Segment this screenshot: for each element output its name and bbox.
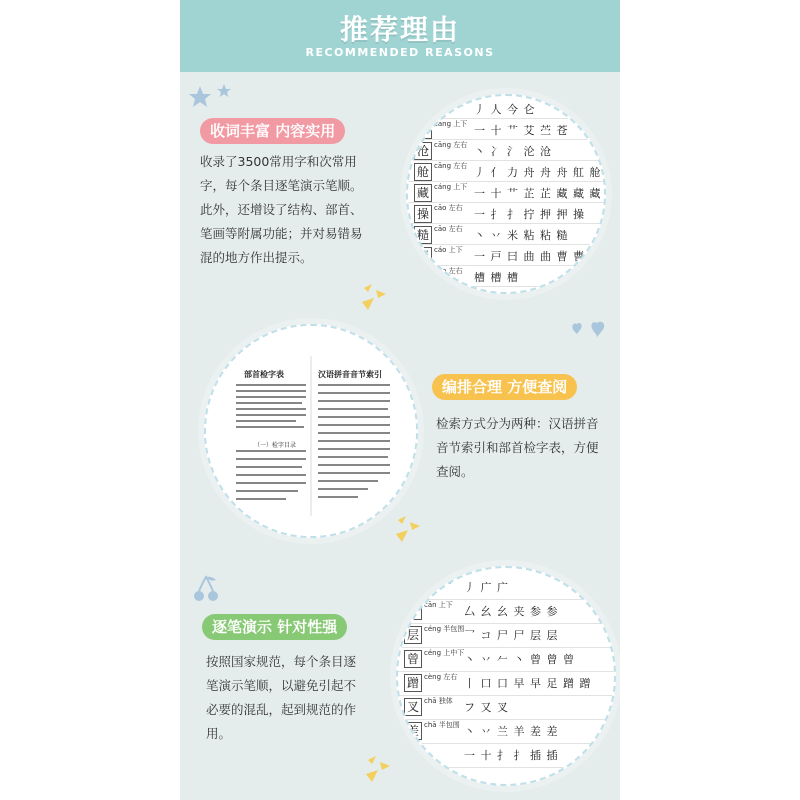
section2-badge: 编排合理 方便查阅 — [432, 374, 577, 400]
dictionary-row — [408, 119, 606, 140]
index-text-line — [236, 396, 306, 398]
index-text-line — [236, 458, 306, 460]
index-text-line — [318, 400, 390, 402]
index-text-line — [236, 450, 306, 452]
index-text-line — [236, 384, 306, 386]
dictionary-char: 沧 — [414, 142, 432, 160]
dictionary-char: 槽 — [414, 268, 432, 286]
index-text-line — [318, 456, 388, 458]
index-sample-circle — [204, 324, 418, 538]
dictionary-strokes: 丶 丷 米 粘 粘 糙 — [474, 229, 569, 242]
dictionary-pinyin: cèng 左右 — [424, 673, 458, 681]
index-text-line — [236, 474, 306, 476]
index-text-line — [318, 472, 390, 474]
dictionary-sample-circle-2 — [396, 566, 616, 786]
section1-badge: 收词丰富 内容实用 — [200, 118, 345, 144]
dictionary-char: 操 — [414, 205, 432, 223]
dictionary-row — [408, 161, 606, 182]
dictionary-strokes: 丨 口 口 早 早 足 蹭 蹭 — [464, 677, 592, 690]
header-title: 推荐理由 — [339, 13, 460, 46]
dictionary-row — [398, 576, 616, 600]
index-text-line — [236, 482, 306, 484]
dictionary-strokes: 槽 槽 槽 — [474, 271, 519, 284]
dictionary-strokes: 一 十 扌 扌 插 插 — [464, 749, 559, 762]
dictionary-char: 叉 — [404, 698, 422, 716]
section1-text: 收录了3500常用字和次常用字，每个条目逐笔演示笔顺。此外，还增设了结构、部首、笔画等附属功能；并对易错易混的地方作出提示。 — [200, 154, 363, 265]
dictionary-char: 苍 — [414, 121, 432, 139]
sparkle-icon — [362, 752, 398, 792]
dictionary-pinyin: chā 半包围 — [424, 721, 460, 729]
index-text-line — [318, 408, 388, 410]
dictionary-row — [398, 648, 616, 672]
index-text-line — [236, 408, 306, 410]
index-text-line — [318, 496, 358, 498]
index-text-line — [318, 488, 368, 490]
section3-text: 按照国家规范，每个条目逐笔演示笔顺，以避免引起不必要的混乱，起到规范的作用。 — [206, 654, 357, 741]
dictionary-rows-1 — [408, 96, 604, 292]
index-text-line — [236, 466, 302, 468]
dictionary-strokes: 一 十 艹 艾 苎 苍 — [474, 124, 569, 137]
dictionary-row — [408, 266, 606, 287]
dictionary-pinyin: cāng 上下 — [434, 120, 468, 128]
index-text-line — [236, 498, 286, 500]
dictionary-char: 差 — [404, 722, 422, 740]
dictionary-strokes: 乛 コ 尸 尸 层 层 — [464, 629, 559, 642]
dictionary-char: 参 — [404, 602, 422, 620]
dictionary-char: 糙 — [414, 226, 432, 244]
dictionary-row — [398, 720, 616, 744]
dictionary-pinyin: chā 独体 — [424, 697, 453, 705]
dictionary-sample-circle-1 — [406, 94, 606, 294]
dictionary-strokes: 丶 冫 氵 沦 沧 — [474, 145, 552, 158]
index-title-left: 部首检字表 — [244, 369, 284, 379]
dictionary-pinyin: cáo 左右 — [434, 267, 463, 275]
index-pages — [206, 326, 416, 536]
index-text-line — [318, 392, 390, 394]
index-text-line — [236, 414, 306, 416]
index-text-line — [318, 424, 390, 426]
header-subtitle: RECOMMENDED REASONS — [305, 46, 495, 59]
dictionary-strokes: 一 戸 曰 曲 曲 曹 曹 — [474, 250, 585, 263]
star-icon — [186, 82, 234, 118]
index-text-line — [236, 390, 306, 392]
index-title-right: 汉语拼音音节索引 — [318, 369, 382, 379]
dictionary-pinyin: cāng 上下 — [434, 99, 468, 107]
heart-icon — [566, 318, 612, 344]
dictionary-pinyin: cāng 左右 — [434, 141, 468, 149]
dictionary-char: 藏 — [414, 184, 432, 202]
header-band — [180, 0, 620, 72]
dictionary-row — [398, 624, 616, 648]
index-text-line — [318, 440, 390, 442]
dictionary-row — [408, 98, 606, 119]
dictionary-pinyin: céng 半包围 — [424, 625, 465, 633]
index-subtitle: （一）检字目录 — [254, 442, 297, 449]
dictionary-row — [398, 744, 616, 768]
dictionary-strokes: 丶 丷 兰 羊 差 差 — [464, 725, 559, 738]
dictionary-strokes: 丿 广 广 — [464, 581, 509, 594]
dictionary-strokes: 厶 幺 幺 夹 参 参 — [464, 605, 559, 618]
dictionary-pinyin: 竹部 上下 — [424, 577, 455, 585]
dictionary-pinyin: cáo 上下 — [434, 246, 463, 254]
index-text-line — [318, 464, 390, 466]
dictionary-strokes: 丿 亻 力 舟 舟 舟 舡 舱 — [474, 166, 602, 179]
dictionary-row — [408, 140, 606, 161]
index-text-line — [318, 416, 390, 418]
dictionary-char: 蹭 — [404, 674, 422, 692]
sparkle-icon — [392, 512, 428, 552]
cherry-icon — [190, 574, 224, 604]
dictionary-strokes: 一 扌 扌 拧 押 押 操 — [474, 208, 585, 221]
index-text-line — [236, 420, 296, 422]
dictionary-strokes: フ 又 叉 — [464, 701, 509, 714]
dictionary-pinyin: cáng 上下 — [434, 183, 468, 191]
dictionary-char: 曾 — [404, 650, 422, 668]
index-text-line — [318, 480, 378, 482]
dictionary-row — [408, 224, 606, 245]
section3-badge: 逐笔演示 针对性强 — [202, 614, 347, 640]
sparkle-icon — [358, 280, 394, 320]
dictionary-strokes: 丶 丷 𠂉 丶 曾 曾 曾 — [464, 653, 575, 666]
dictionary-row — [408, 182, 606, 203]
product-panel — [180, 0, 620, 800]
dictionary-strokes: 一 十 艹 芷 芷 藏 藏 藏 — [474, 187, 602, 200]
dictionary-pinyin: cāo 左右 — [434, 225, 463, 233]
dictionary-char: 曹 — [414, 247, 432, 265]
dictionary-pinyin: cāo 左右 — [434, 204, 463, 212]
index-text-line — [318, 432, 390, 434]
dictionary-row — [398, 672, 616, 696]
dictionary-row — [398, 600, 616, 624]
section2-text: 检索方式分为两种：汉语拼音音节索引和部首检字表，方便查阅。 — [436, 416, 599, 479]
dictionary-pinyin: cān 上下 — [424, 601, 453, 609]
dictionary-strokes: 丿 人 今 仑 — [474, 103, 536, 116]
dictionary-row — [408, 203, 606, 224]
dictionary-row — [408, 245, 606, 266]
index-text-line — [236, 402, 302, 404]
index-text-line — [318, 448, 390, 450]
dictionary-pinyin: cāng 左右 — [434, 162, 468, 170]
dictionary-rows-2 — [398, 568, 614, 784]
dictionary-char: 层 — [404, 626, 422, 644]
index-text-line — [318, 384, 390, 386]
dictionary-pinyin: céng 上中下 — [424, 649, 465, 657]
index-text-line — [236, 490, 298, 492]
dictionary-row — [398, 696, 616, 720]
dictionary-char: 舱 — [414, 163, 432, 181]
index-text-line — [236, 426, 304, 428]
